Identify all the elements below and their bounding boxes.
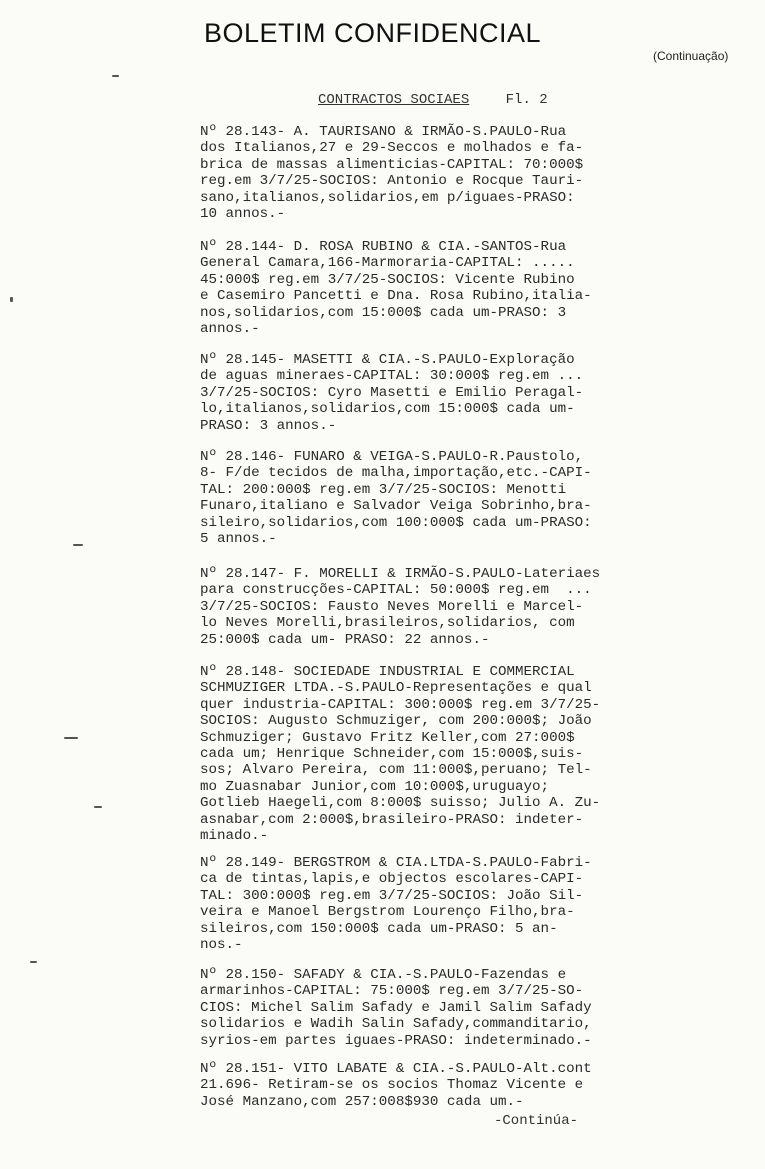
page-number: Fl. 2	[505, 92, 548, 108]
register-entry-28148: Nº 28.148- SOCIEDADE INDUSTRIAL E COMMERCIAL SCHMUZIGER LTDA.-S.PAULO-Representações e qual quer industria-CAPITAL: 300:000$ reg.em 3/7/25- SOCIOS: Augusto Schmuziger, com 200:000$; João Schmuziger; Gustavo Fritz Keller,com 27:000$ cada um; Henrique Schneider,com 15:000$,suis- sos; Alvaro Pereira, com 11:000$,peruano; Tel- mo Zuasnabar Junior,com 10:000$,uruguayo; Gotlieb Haegeli,com 8:000$ suisso; Julio A. Zu- asnabar,com 2:000$,brasileiro-PRASO: indeter- minado.-	[200, 664, 601, 845]
scan-speck	[112, 75, 119, 77]
register-entry-28151: Nº 28.151- VITO LABATE & CIA.-S.PAULO-Alt.cont 21.696- Retiram-se os socios Thomaz Vicente e José Manzano,com 257:008$930 cada um.-	[200, 1061, 592, 1110]
register-entry-28145: Nº 28.145- MASETTI & CIA.-S.PAULO-Exploração de aguas mineraes-CAPITAL: 30:000$ reg.em ... 3/7/25-SOCIOS: Cyro Masetti e Emilio Peragal- lo,italianos,solidarios,com 15:000$ cada um- PRASO: 3 annos.-	[200, 352, 584, 434]
register-entry-28146: Nº 28.146- FUNARO & VEIGA-S.PAULO-R.Paustolo, 8- F/de tecidos de malha,importação,etc.-CAPI- TAL: 200:000$ reg.em 3/7/25-SOCIOS: Menotti Funaro,italiano e Salvador Veiga Sobrinho,bra- sileiro,solidarios,com 100:000$ cada um-PRASO: 5 annos.-	[200, 449, 592, 548]
register-entry-28144: Nº 28.144- D. ROSA RUBINO & CIA.-SANTOS-Rua General Camara,166-Marmoraria-CAPITAL: ..... 45:000$ reg.em 3/7/25-SOCIOS: Vicente Rubino e Casemiro Pancetti e Dna. Rosa Rubino,italia- nos,solidarios,com 15:000$ cada um-PRASO: 3 annos.-	[200, 239, 592, 338]
scan-speck	[64, 737, 78, 739]
section-title: CONTRACTOS SOCIAES	[318, 92, 470, 108]
scan-speck	[94, 806, 102, 808]
masthead-title: BOLETIM CONFIDENCIAL	[204, 18, 542, 48]
scan-speck	[73, 544, 83, 546]
scan-speck	[10, 297, 13, 302]
continuation-note: (Continuação)	[653, 49, 729, 63]
register-entry-28143: Nº 28.143- A. TAURISANO & IRMÃO-S.PAULO-Rua dos Italianos,27 e 29-Seccos e molhados e fa- brica de massas alimenticias-CAPITAL: 70:000$ reg.em 3/7/25-SOCIOS: Antonio e Rocque Tauri- sano,italianos,solidarios,em p/iguaes-PRASO: 10 annos.-	[200, 124, 584, 223]
scan-speck	[30, 961, 37, 963]
register-entry-28150: Nº 28.150- SAFADY & CIA.-S.PAULO-Fazendas e armarinhos-CAPITAL: 75:000$ reg.em 3/7/25-SO- CIOS: Michel Salim Safady e Jamil Salim Safady solidarios e Wadih Salin Safady,commanditario, syrios-em partes iguaes-PRASO: indeterminado.-	[200, 967, 592, 1049]
register-entry-28147: Nº 28.147- F. MORELLI & IRMÃO-S.PAULO-Lateriaes para construcções-CAPITAL: 50:000$ reg.em ... 3/7/25-SOCIOS: Fausto Neves Morelli e Marcel- lo Neves Morelli,brasileiros,solidarios, com 25:000$ cada um- PRASO: 22 annos.-	[200, 566, 601, 648]
register-entry-28149: Nº 28.149- BERGSTROM & CIA.LTDA-S.PAULO-Fabri- ca de tintas,lapis,e objectos escolares-CAPI- TAL: 300:000$ reg.em 3/7/25-SOCIOS: João Sil- veira e Manoel Bergstrom Lourenço Filho,bra- sileiros,com 150:000$ cada um-PRASO: 5 an- nos.-	[200, 855, 592, 954]
section-heading	[318, 92, 548, 108]
continua-footer: -Continúa-	[494, 1113, 579, 1129]
